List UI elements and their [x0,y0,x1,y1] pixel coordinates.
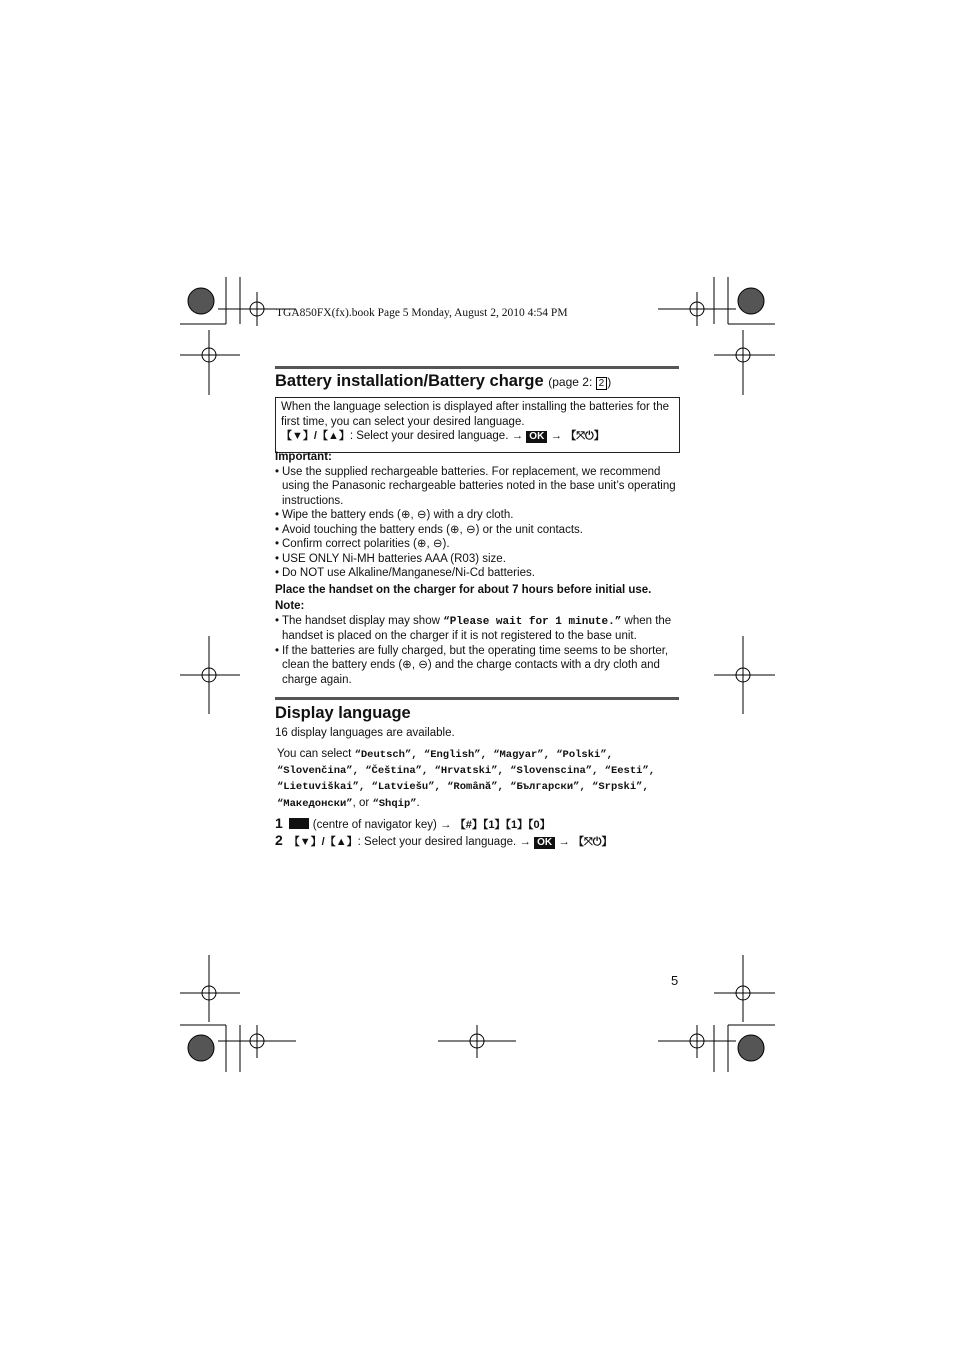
step-text: : Select your desired language. → [357,836,531,848]
languages: “Shqip” [372,798,417,810]
battery-body [275,450,679,687]
list-item: • Use the supplied rechargeable batteries. For replacement, we recommend using the Panasonic rechargeable batteries noted in the base unit’s operating instructions. [275,465,679,509]
note1-post: when the handset is placed on the charger if it is not registered to the base unit. [282,614,672,642]
languages: “Македонски” [277,798,353,810]
page-number: 5 [671,973,679,988]
step-number: 2 [275,832,283,848]
step-text: (centre of navigator key) → [312,819,452,831]
list-item: • Do NOT use Alkaline/Manganese/Ni-Cd batteries. [275,566,679,581]
box-instruction-text: : Select your desired language. → [349,430,524,442]
charge-instruction: Place the handset on the charger for about 7 hours before initial use. [275,583,652,596]
language-line: “Lietuviškai”, “Latviešu”, “Română”, “Български”, “Srpski”, [277,781,649,793]
important-label: Important: [275,451,332,463]
up-down-keys: 【▼】/【▲】 [281,430,350,442]
box-instruction [281,429,674,444]
note-label: Note: [275,600,305,612]
page-ref-number: 2 [596,377,608,390]
language-line: “Slovenčina”, “Čeština”, “Hrvatski”, “Slovenscina”, “Eesti”, [277,765,656,777]
list-item: • Wipe the battery ends (⊕, ⊖) with a dry cloth. [275,508,679,523]
languages-end: . [416,797,420,809]
note-list [275,614,679,688]
menu-icon [289,818,309,829]
display-language-title: Display language [275,704,411,722]
step-2 [275,832,613,849]
language-selection-box [275,397,680,453]
language-line [277,795,681,812]
arrow: → [558,836,570,848]
off-key: 【⤧⏻】 [573,836,613,848]
page-reference [548,375,611,389]
list-item: • Confirm correct polarities (⊕, ⊖). [275,537,679,552]
list-item [275,614,679,644]
ok-key: OK [534,837,555,849]
off-key: 【⤧⏻】 [565,430,605,442]
languages: “Deutsch”, “English”, “Magyar”, “Polski”, [354,749,613,761]
step-1 [275,815,551,832]
ok-key: OK [526,431,547,443]
key-sequence: 【#】【1】【1】【0】 [454,819,551,831]
battery-section-title [275,372,611,391]
page-ref-text: (page 2: [548,375,596,389]
list-item: • If the batteries are fully charged, but the operating time seems to be shorter, clean the battery ends (⊕, ⊖) and the charge contacts with a dry cloth and charge again. [275,644,679,688]
box-text: When the language selection is displayed after installing the batteries for the first time, you can select your desired language. [281,401,670,428]
list-item: • Avoid touching the battery ends (⊕, ⊖) or the unit contacts. [275,523,679,538]
language-list [277,746,681,812]
languages-or: , or [352,797,373,809]
battery-title-text: Battery installation/Battery charge [275,372,544,390]
page-ref-end: ) [607,375,612,389]
book-header-line: TGA850FX(fx).book Page 5 Monday, August 2, 2010 4:54 PM [276,307,568,319]
list-item: • USE ONLY Ni-MH batteries AAA (R03) size. [275,552,679,567]
language-line [277,746,681,763]
section-rule [275,366,679,369]
up-down-keys: 【▼】/【▲】 [288,836,358,848]
note1-pre: The handset display may show [282,614,444,627]
step-number: 1 [275,815,283,831]
arrow: → [550,430,562,442]
display-language-subtitle: 16 display languages are available. [275,727,455,739]
language-intro: You can select [277,748,355,760]
display-message: “Please wait for 1 minute.” [443,615,622,628]
important-list [275,465,679,581]
section-rule [275,697,679,700]
